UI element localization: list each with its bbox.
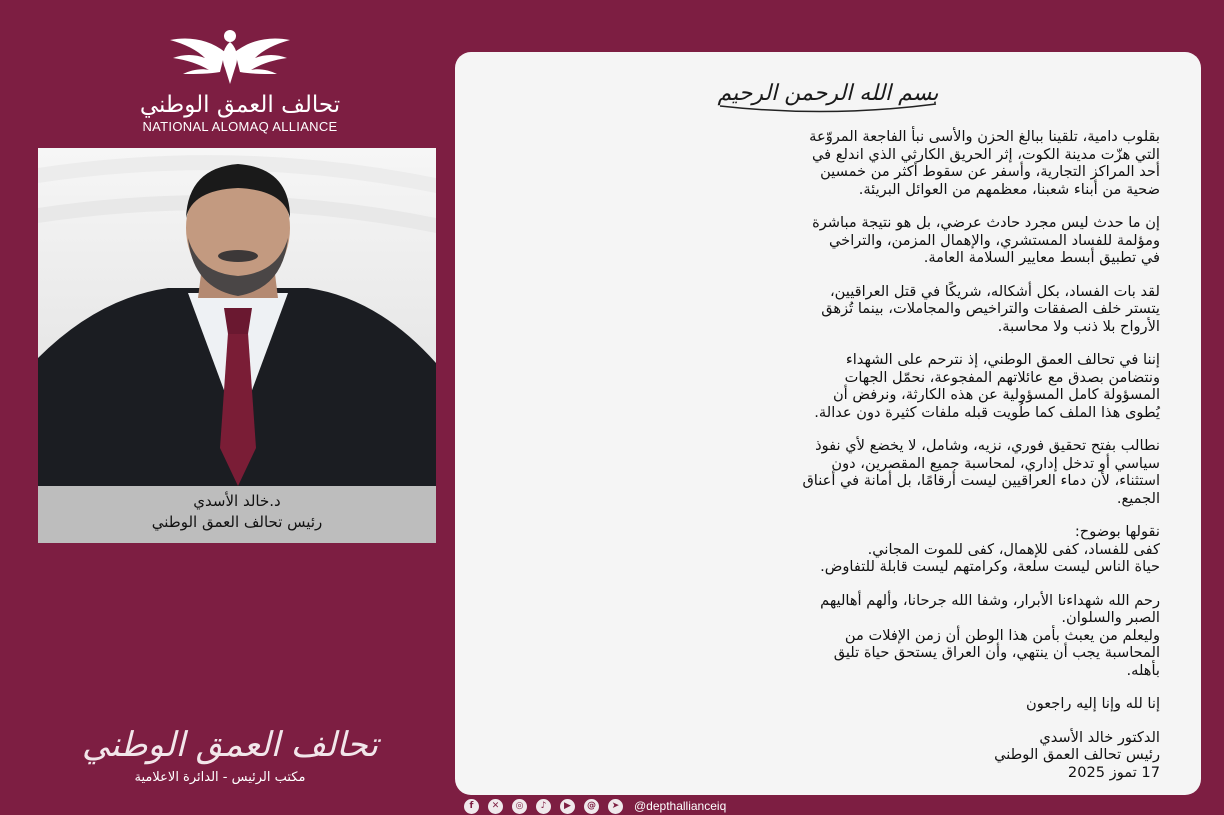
facebook-icon[interactable]: f bbox=[464, 799, 479, 814]
statement-body bbox=[495, 128, 1160, 781]
instagram-icon[interactable]: ◎ bbox=[512, 799, 527, 814]
telegram-icon[interactable]: ➤ bbox=[608, 799, 623, 814]
portrait-card bbox=[38, 148, 436, 543]
paragraph-6: نقولها بوضوح: كفى للفساد، كفى للإهمال، كفى للموت المجاني. حياة الناس ليست سلعة، وكرامتهم ليست قابلة للتفاوض. bbox=[820, 523, 1160, 575]
statement-card bbox=[455, 52, 1201, 795]
paragraph-5: نطالب بفتح تحقيق فوري، نزيه، وشامل، لا يخضع لأي نفوذ سياسي أو تدخل إداري، لمحاسبة جميع المقصرين، دون استثناء، لأن دماء العراقيين ليست أرقامًا، بل أمانة في أعناق الجميع. bbox=[802, 437, 1160, 507]
basmala-heading bbox=[710, 66, 946, 118]
paragraph-7: رحم الله شهداءنا الأبرار، وشفا الله جرحانا، وألهم أهاليهم الصبر والسلوان. وليعلم من يعبث بأمن هذا الوطن أن زمن الإفلات من المحاسبة يجب أن ينتهي، وأن العراق يستحق حياة تليق بأهله. bbox=[820, 591, 1160, 679]
paragraph-1: بقلوب دامية، تلقينا ببالغ الحزن والأسى نبأ الفاجعة المروّعة التي هزّت مدينة الكوت، إثر الحريق الكارثي الذي اندلع في أحد المراكز التجارية، وأسفر عن سقوط أكثر من خمسين ضحية من أبناء شعبنا، معظمهم من العوائل البريئة. bbox=[809, 128, 1160, 198]
portrait-caption bbox=[38, 486, 436, 543]
social-handle[interactable]: @depthallianceiq bbox=[634, 799, 727, 813]
office-label: مكتب الرئيس - الدائرة الاعلامية bbox=[134, 770, 306, 785]
signature-role: رئيس تحالف العمق الوطني bbox=[994, 746, 1160, 763]
signature-block bbox=[495, 729, 1160, 782]
calligraphy-text: تحالف العمق الوطني bbox=[81, 725, 379, 765]
left-column bbox=[0, 0, 440, 815]
calligraphy-logo bbox=[60, 712, 400, 772]
portrait-name: د.خالد الأسدي bbox=[193, 492, 281, 510]
portrait-photo bbox=[38, 148, 436, 486]
alliance-arabic-name: تحالف العمق الوطني bbox=[139, 92, 341, 118]
x-icon[interactable]: ✕ bbox=[488, 799, 503, 814]
portrait-role: رئيس تحالف العمق الوطني bbox=[151, 513, 323, 531]
threads-icon[interactable]: @ bbox=[584, 799, 599, 814]
signature-date: 17 تموز 2025 bbox=[1067, 763, 1160, 781]
youtube-icon[interactable]: ▶ bbox=[560, 799, 575, 814]
paragraph-4: إننا في تحالف العمق الوطني، إذ نترحم على الشهداء ونتضامن بصدق مع عائلاتهم المفجوعة، نحمّل الجهات المسؤولة كامل المسؤولية عن هذه الكارثة، ونرفض أن يُطوى هذا الملف كما طُويت قبله ملفات كثيرة دون عدالة. bbox=[814, 351, 1160, 421]
tiktok-icon[interactable]: ♪ bbox=[536, 799, 551, 814]
paragraph-3: لقد بات الفساد، بكل أشكاله، شريكًا في قتل العراقيين، يتستر خلف الصفقات والتراخيص والمجاملات، بينما تُزهق الأرواح بلا ذنب ولا محاسبة. bbox=[821, 282, 1160, 335]
paragraph-8: إنا لله وإنا إليه راجعون bbox=[1026, 695, 1160, 712]
alliance-english-name: NATIONAL ALOMAQ ALLIANCE bbox=[142, 119, 338, 134]
eagle-logo-icon bbox=[165, 22, 295, 92]
social-bar bbox=[455, 797, 925, 815]
portrait-illustration bbox=[38, 148, 436, 486]
paragraph-2: إن ما حدث ليس مجرد حادث عرضي، بل هو نتيجة مباشرة ومؤلمة للفساد المستشري، والإهمال المزمن، والتراخي في تطبيق أبسط معايير السلامة العامة. bbox=[812, 214, 1160, 266]
signature-name: الدكتور خالد الأسدي bbox=[1039, 728, 1160, 746]
basmala-text: بسم الله الرحمن الرحيم bbox=[717, 81, 939, 106]
